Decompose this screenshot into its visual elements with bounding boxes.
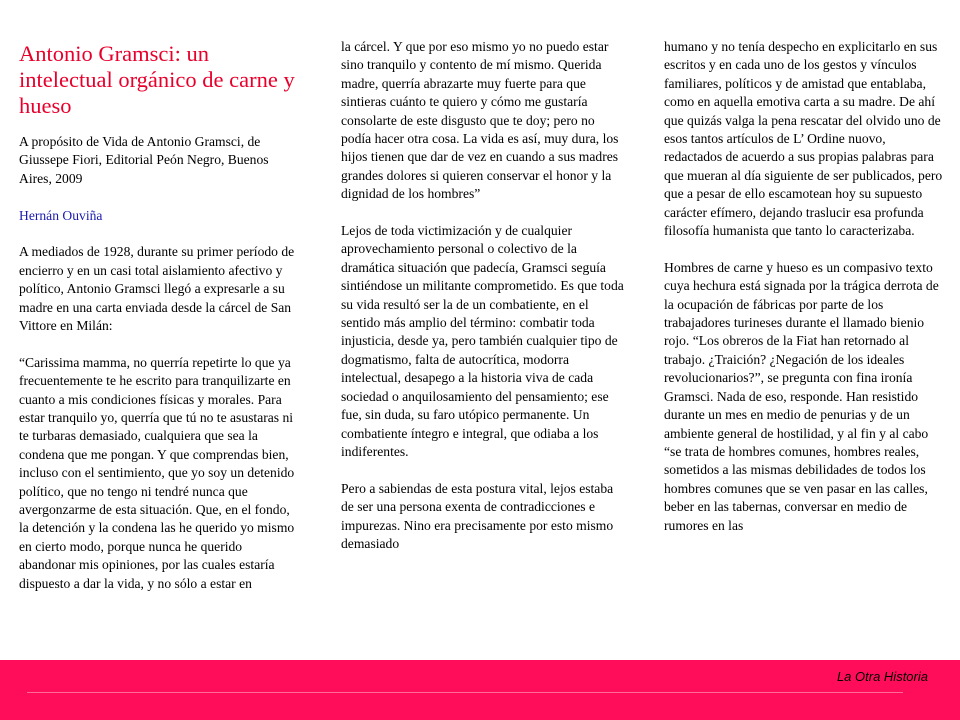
paragraph: Lejos de toda victimización y de cualquier aprovechamiento personal o colectivo de la dramática situación que padecía, Gramsci seguía sintiéndose un militante comprometido. Es que toda su vida resultó ser la de un combatiente, en el sentido más amplio del término: combatir toda injusticia, desde ya, pero también cualquier tipo de dogmatismo, falta de autocrítica, modorra intelectual, desapego a la historia viva de cada sociedad o anquilosamiento del pensamiento; ese fue, sin duda, su faro utópico permanente. Un combatiente íntegro e integral, que odiaba a los indiferentes. [341, 223, 624, 459]
paragraph: la cárcel. Y que por eso mismo yo no puedo estar sino tranquilo y contento de mí mismo. Querida madre, querría abrazarte muy fuerte para que sintieras cuánto te quiero y cómo me gustaría consolarte de este disgusto que te doy; pero no podía hacer otra cosa. La vida es así, muy dura, los hijos tienen que dar de vez en cuando a sus madres grandes dolores si quieren conservar el honor y la dignidad de los hombres” [341, 39, 619, 202]
paragraph: A mediados de 1928, durante su primer período de encierro y en un casi total aislamiento afectivo y político, Antonio Gramsci llegó a expresarle a su madre en una carta enviada desde la cárcel de San Vittore en Milán: [19, 244, 295, 334]
article-subtitle: A propósito de Vida de Antonio Gramsci, de Giussepe Fiori, Editorial Peón Negro, Buenos Aires, 2009 [19, 134, 269, 186]
article-column-2 [341, 38, 628, 572]
paragraph: Pero a sabiendas de esta postura vital, lejos estaba de ser una persona exenta de contradicciones e impurezas. Nino era precisamente por esto mismo demasiado [341, 480, 614, 551]
article-title: Antonio Gramsci: un intelectual orgánico de carne y hueso [19, 41, 295, 118]
article-column-3 [664, 38, 944, 553]
footer-band [0, 660, 960, 720]
paragraph: “Carissima mamma, no querría repetirte lo que ya frecuentemente te he escrito para tranquilizarte en cuanto a mis condiciones físicas y morales. Para estar tranquilo yo, querría que tú no te asustaras ni te turbaras demasiado, cualquiera que sea la condena que me pongan. Y que comprendas bien, incluso con el sentimiento, que yo soy un detenido político, que no tengo ni tendré nunca que avergonzarme de esta situación. Que, en el fondo, la detención y la condena las he querido yo mismo en cierto modo, porque nunca he querido abandonar mis opiniones, por las cuales estaría dispuesto a dar la vida, y no sólo a estar en [19, 354, 295, 591]
footer-divider [27, 692, 903, 693]
article-author: Hernán Ouviña [19, 207, 103, 223]
paragraph: humano y no tenía despecho en explicitarlo en sus escritos y en cada uno de los gestos y vínculos familiares, políticos y de amistad que entablaba, como en aquella emotiva carta a su madre. De ahí que quizás valga la pena rescatar del olvido uno de esos tantos artículos de L’ Ordine nuovo, redactados de acuerdo a sus propias palabras para que mueran al día siguiente de ser publicados, pero que a pesar de ello escamotean hoy su supuesto carácter efímero, dejando traslucir esa profunda filosofía humanista que tanto lo caracterizaba. [664, 39, 943, 239]
article-column-1 [19, 38, 297, 612]
footer-label: La Otra Historia [836, 669, 928, 684]
paragraph: Hombres de carne y hueso es un compasivo texto cuya hechura está signada por la trágica derrota de la ocupación de fábricas por parte de los trabajadores turineses durante el llamado bienio rojo. “Los obreros de la Fiat han retornado al trabajo. ¿Traición? ¿Negación de los ideales revolucionarios?”, se pregunta con fina ironía Gramsci. Nada de eso, responde. Han resistido durante un mes en medio de penurias y de un ambiente general de hostilidad, y al fin y al cabo “se trata de hombres comunes, hombres reales, sometidos a las mismas debilidades de todos los hombres comunes que se ven pasar en las calles, beber en las tabernas, conversar en medio de rumores en las [664, 259, 939, 533]
